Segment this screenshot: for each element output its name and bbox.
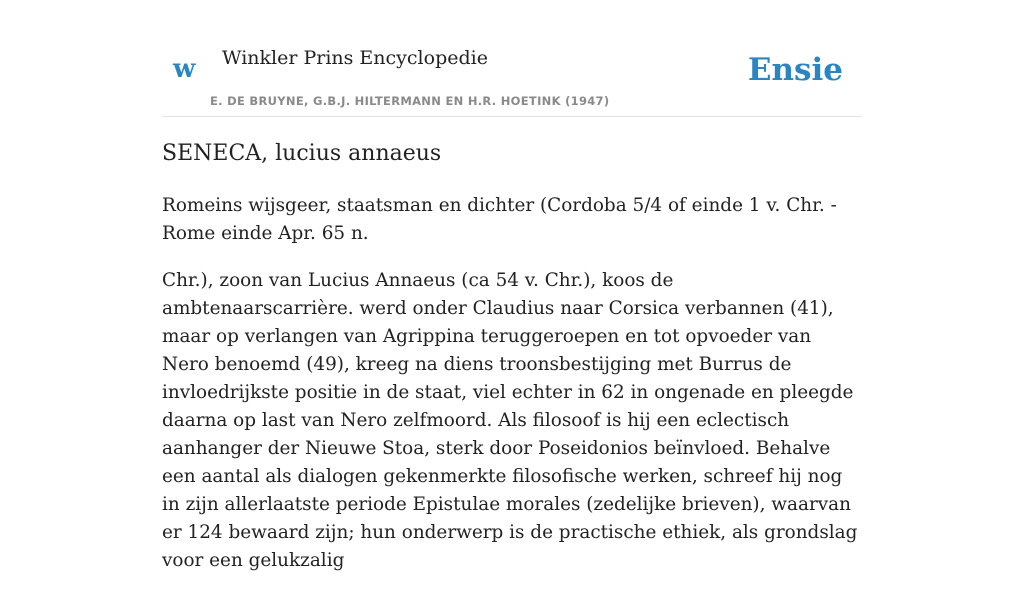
article-paragraph: Romeins wijsgeer, staatsman en dichter (Cordoba 5/4 of einde 1 v. Chr. - Rome einde Apr. 65 n. <box>162 195 837 244</box>
site-header <box>162 0 862 117</box>
winkler-prins-logo[interactable]: w <box>173 54 196 84</box>
ensie-brand-logo[interactable]: Ensie <box>747 52 843 88</box>
authors-line: E. DE BRUYNE, G.B.J. HILTERMANN EN H.R. HOETINK (1947) <box>210 94 610 108</box>
encyclopedia-title[interactable]: Winkler Prins Encyclopedie <box>222 47 488 69</box>
article-body <box>162 192 862 594</box>
article-title: SENECA, lucius annaeus <box>162 141 442 166</box>
article-paragraph: Chr.), zoon van Lucius Annaeus (ca 54 v. Chr.), koos de ambtenaarscarrière. werd onder Claudius naar Corsica verbannen (41), maar op verlangen van Agrippina teruggeroepen en tot opvoeder van Nero benoemd (49), kreeg na diens troonsbestijging met Burrus de invloedrijkste positie in de staat, viel echter in 62 in ongenade en pleegde daarna op last van Nero zelfmoord. Als filosoof is hij een eclectisch aanhanger der Nieuwe Stoa, sterk door Poseidonios beïnvloed. Behalve een aantal als dialogen gekenmerkte filosofische werken, schreef hij nog in zijn allerlaatste periode Epistulae morales (zedelijke brieven), waarvan er 124 bewaard zijn; hun onderwerp is de practische ethiek, als grondslag voor een gelukzalig <box>162 270 858 571</box>
